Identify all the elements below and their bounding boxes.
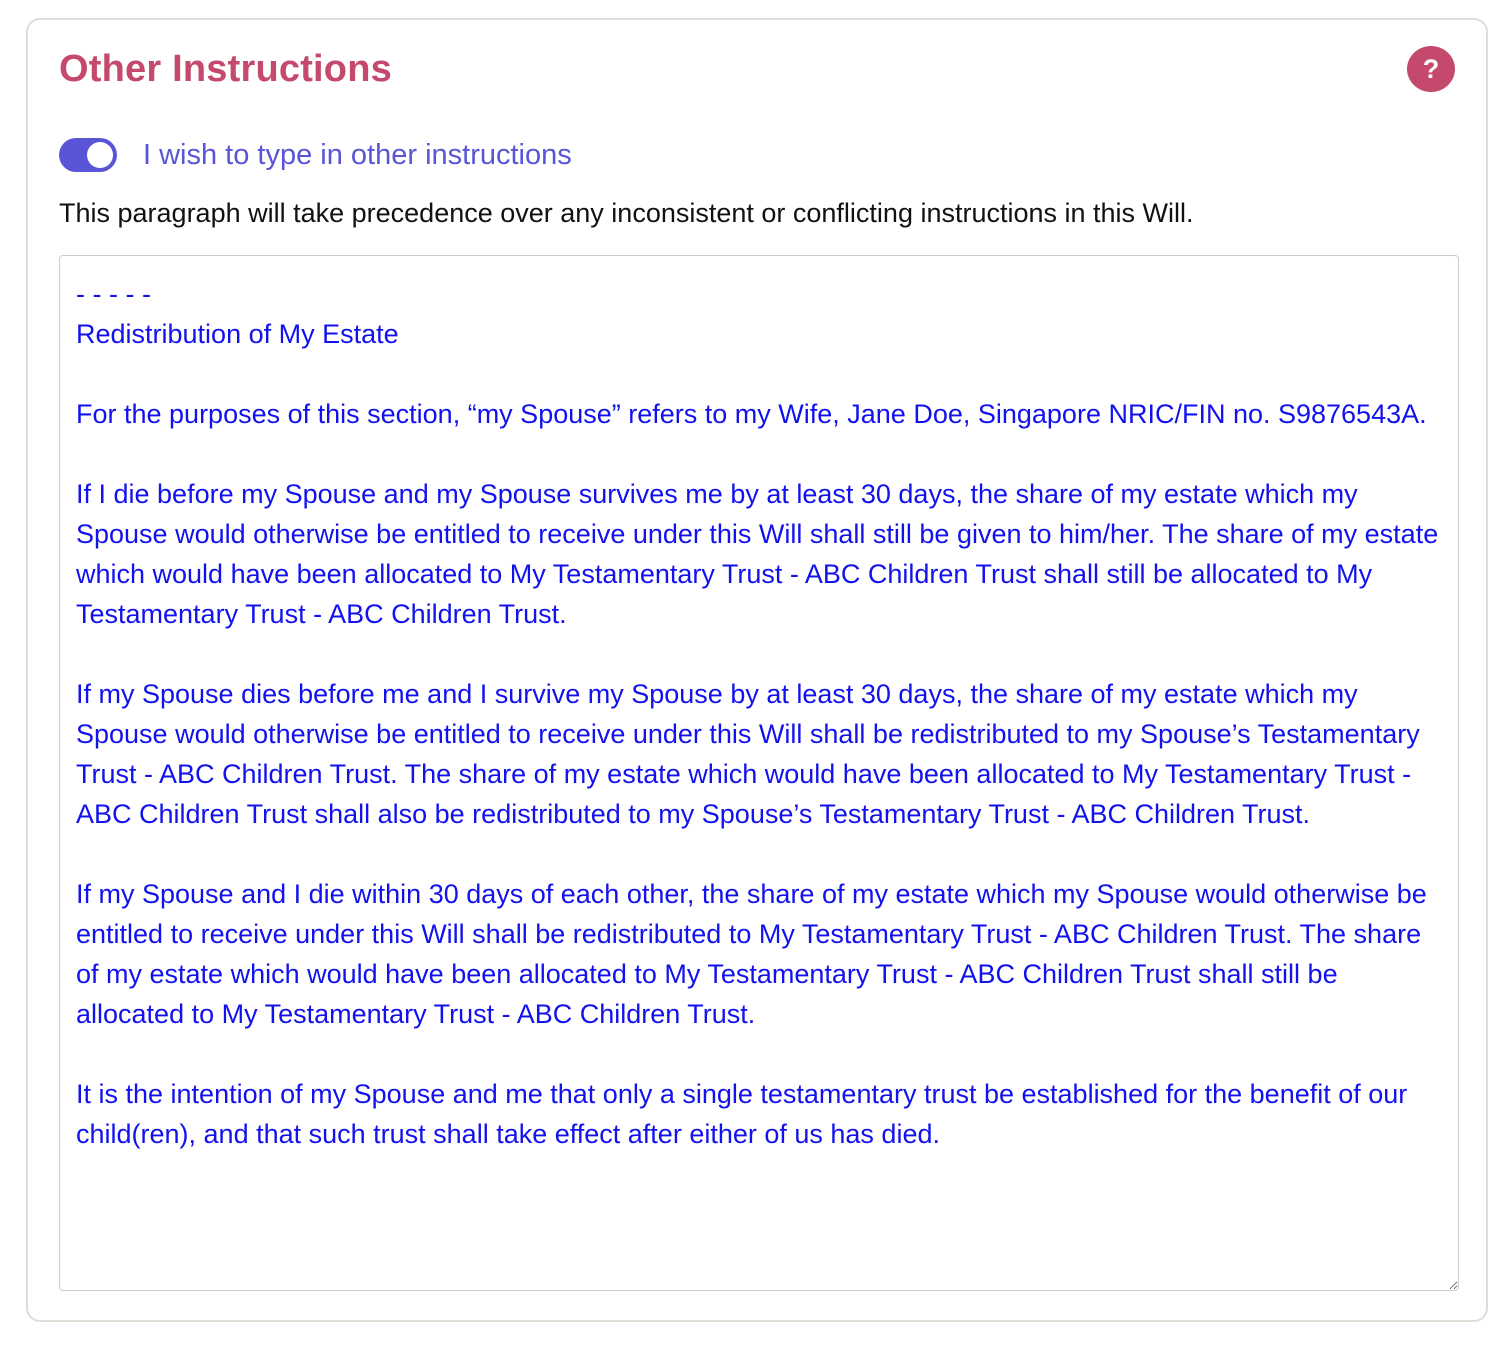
help-button[interactable] [1407, 46, 1455, 92]
precedence-note: This paragraph will take precedence over any inconsistent or conflicting instructions in this Will. [59, 198, 1194, 228]
toggle-knob-icon [87, 142, 113, 168]
toggle-row [59, 138, 1455, 172]
other-instructions-textarea[interactable] [59, 255, 1459, 1291]
page-title: Other Instructions [59, 48, 392, 90]
toggle-label[interactable]: I wish to type in other instructions [143, 138, 572, 171]
title-row [59, 46, 1455, 92]
other-instructions-card [26, 18, 1488, 1322]
question-mark-icon: ? [1422, 53, 1440, 84]
other-instructions-toggle[interactable] [59, 138, 117, 172]
